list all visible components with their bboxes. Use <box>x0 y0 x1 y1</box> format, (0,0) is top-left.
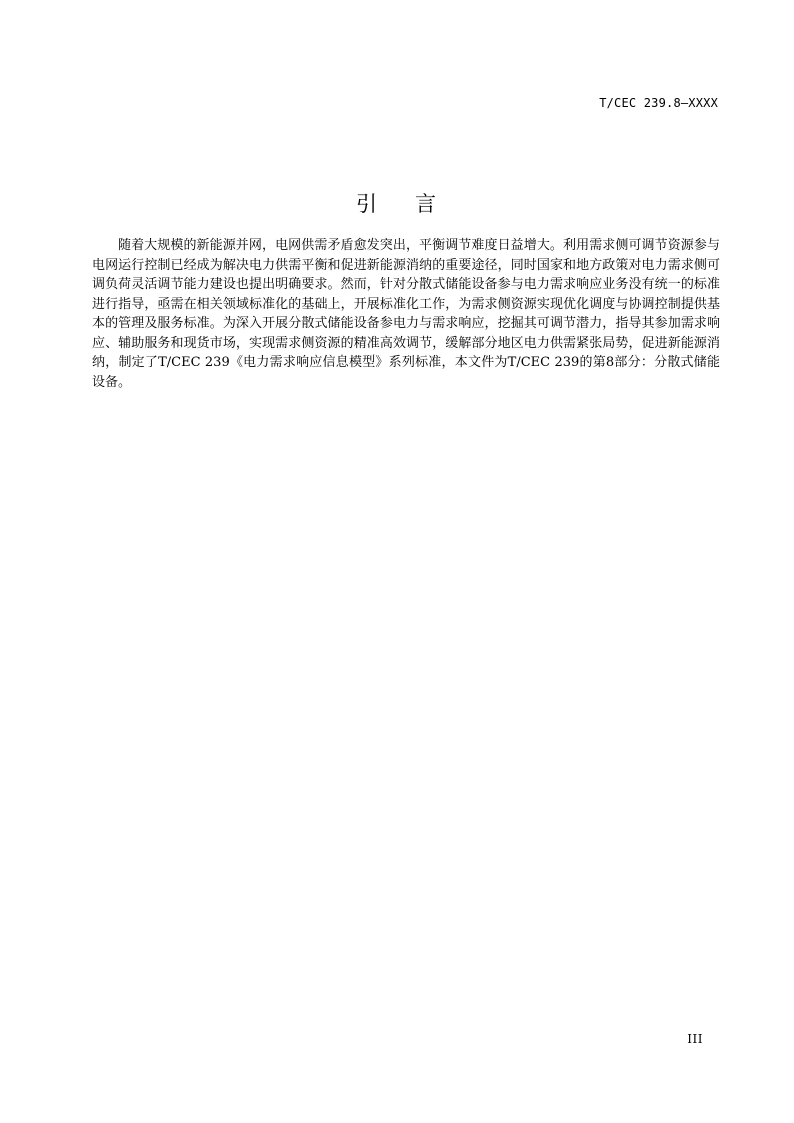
section-title-char-2: 言 <box>415 192 438 216</box>
page-number: III <box>687 1032 703 1046</box>
section-title-char-1: 引 <box>356 192 379 216</box>
introduction-paragraph: 随着大规模的新能源并网，电网供需矛盾愈发突出，平衡调节难度日益增大。利用需求侧可调节资源参与电网运行控制已经成为解决电力供需平衡和促进新能源消纳的重要途径，同时国家和地方政策对电力需求侧可调负荷灵活调节能力建设也提出明确要求。然而，针对分散式储能设备参与电力需求响应业务没有统一的标准进行指导，亟需在相关领域标准化的基础上，开展标准化工作，为需求侧资源实现优化调度与协调控制提供基本的管理及服务标准。为深入开展分散式储能设备参电力与需求响应，挖掘其可调节潜力，指导其参加需求响应、辅助服务和现货市场，实现需求侧资源的精准高效调节，缓解部分地区电力供需紧张局势，促进新能源消纳，制定了T/CEC 239《电力需求响应信息模型》系列标准，本文件为T/CEC 239的第8部分：分散式储能设备。 <box>92 238 720 390</box>
document-id: T/CEC 239.8—XXXX <box>599 96 718 110</box>
section-title <box>0 188 794 218</box>
